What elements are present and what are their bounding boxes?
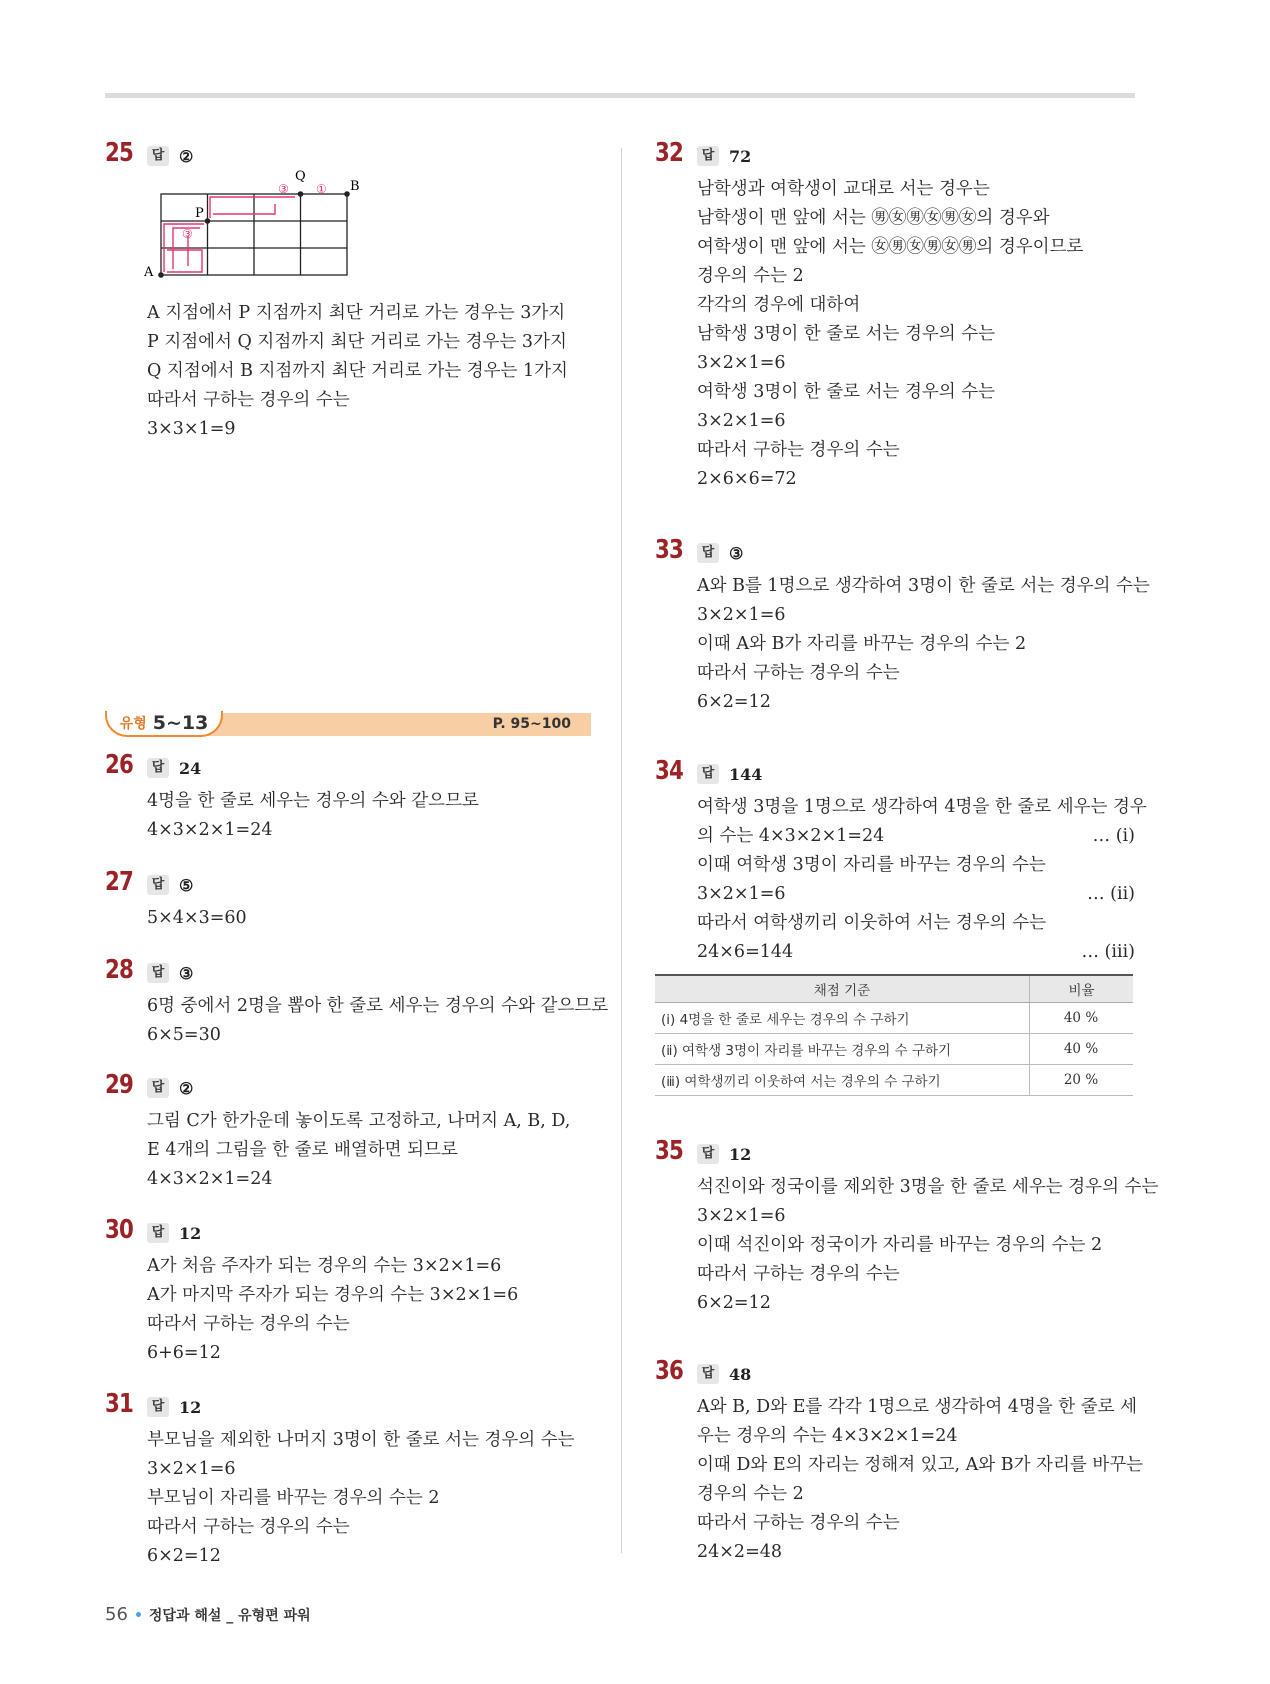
text: 24×6=144 [697, 942, 794, 962]
footer-title: 정답과 해설 _ 유형편 파워 [148, 1607, 311, 1624]
answer-tag: 답 [147, 1223, 169, 1243]
point-q-dot [298, 191, 304, 197]
answer-value: 72 [729, 146, 752, 166]
text-line: 3×2×1=6 [697, 605, 786, 625]
text-line: 남학생 3명이 한 줄로 서는 경우의 수는 [697, 324, 996, 344]
text-line: 경우의 수는 2 [697, 266, 804, 286]
text-line: 우는 경우의 수는 4×3×2×1=24 [697, 1426, 958, 1446]
text-line: 6명 중에서 2명을 뽑아 한 줄로 세우는 경우의 수와 같으므로 [147, 996, 609, 1016]
problem-body [147, 1252, 518, 1368]
answer [147, 1078, 193, 1098]
text-line: 석진이와 정국이를 제외한 3명을 한 줄로 세우는 경우의 수는 [697, 1177, 1159, 1197]
text-line: 부모님이 자리를 바꾸는 경우의 수는 2 [147, 1488, 440, 1508]
point-a-dot [158, 272, 164, 278]
page-footer [105, 1604, 311, 1625]
column-divider [621, 148, 622, 1553]
answer-value: ② [179, 146, 194, 166]
problem-number: 26 [105, 750, 134, 780]
answer-tag: 답 [147, 1078, 169, 1098]
problem-body [697, 793, 1147, 967]
text-line: 4×3×2×1=24 [147, 820, 273, 840]
answer-value: ③ [729, 543, 744, 563]
text-line: 이때 A와 B가 자리를 바꾸는 경우의 수는 2 [697, 634, 1027, 654]
answer [697, 764, 762, 784]
problem-number: 25 [105, 138, 134, 168]
text-line: E 4개의 그림을 한 줄로 배열하면 되므로 [147, 1140, 458, 1160]
answer [697, 1144, 751, 1164]
answer [147, 1397, 201, 1417]
criterion-cell: (ⅰ) 4명을 한 줄로 세우는 경우의 수 구하기 [655, 1003, 1030, 1034]
section-label: 유형 [119, 716, 147, 732]
ratio-cell: 40 % [1030, 1003, 1134, 1034]
section-pages: P. 95~100 [492, 716, 571, 732]
text-line: 따라서 구하는 경우의 수는 [697, 663, 900, 683]
text-line: 4×3×2×1=24 [147, 1169, 273, 1189]
point-p-dot [205, 218, 211, 224]
text-line: Q 지점에서 B 지점까지 최단 거리로 가는 경우는 1가지 [147, 361, 568, 381]
text: 의 수는 4×3×2×1=24 [697, 826, 885, 846]
label-p: P [195, 206, 204, 221]
text-line: 따라서 구하는 경우의 수는 [697, 1513, 900, 1533]
text-line: 남학생과 여학생이 교대로 서는 경우는 [697, 179, 990, 199]
text-line: 경우의 수는 2 [697, 1484, 804, 1504]
ratio-cell: 40 % [1030, 1034, 1134, 1065]
text-line [697, 822, 1135, 851]
answer-value: 144 [729, 764, 763, 784]
answer [697, 543, 743, 563]
problem-body [697, 175, 1083, 494]
answer-tag: 답 [147, 963, 169, 983]
problem-number: 28 [105, 955, 134, 985]
text-line [697, 880, 1135, 909]
answer [147, 1223, 201, 1243]
problem-number: 36 [655, 1356, 684, 1386]
problem-body [147, 992, 608, 1050]
problem-body [697, 1173, 1158, 1318]
text-line: 따라서 여학생끼리 이웃하여 서는 경우의 수는 [697, 913, 1047, 933]
text-line: 이때 석진이와 정국이가 자리를 바꾸는 경우의 수는 2 [697, 1235, 1103, 1255]
answer [147, 875, 193, 895]
text-line: 그림 C가 한가운데 놓이도록 고정하고, 나머지 A, B, D, [147, 1111, 571, 1131]
table-row [655, 1034, 1133, 1065]
label-step-3-top: ③ [278, 182, 289, 196]
text-line: 2×6×6=72 [697, 469, 797, 489]
text-line: 6+6=12 [147, 1343, 221, 1363]
problem-body [147, 1426, 575, 1571]
text-line: 3×3×1=9 [147, 419, 236, 439]
step-mark: … (ⅰ) [1092, 826, 1135, 846]
top-rule [105, 93, 1135, 98]
text-line [697, 938, 1135, 967]
text-line: 3×2×1=6 [697, 1206, 786, 1226]
answer-value: 12 [179, 1397, 202, 1417]
text-line: 따라서 구하는 경우의 수는 [147, 390, 350, 410]
problem-number: 29 [105, 1070, 134, 1100]
problem-number: 34 [655, 756, 684, 786]
scoring-table [655, 974, 1133, 1096]
label-b: B [350, 179, 360, 194]
problem-body [147, 1107, 570, 1194]
point-b-dot [344, 191, 350, 197]
answer-value: 12 [179, 1223, 202, 1243]
answer-value: ② [179, 1078, 194, 1098]
answer-value: ⑤ [179, 875, 194, 895]
problem-body [697, 572, 1150, 717]
problem-number: 33 [655, 535, 684, 565]
answer [147, 146, 193, 166]
criterion-cell: (ⅲ) 여학생끼리 이웃하여 서는 경우의 수 구하기 [655, 1065, 1030, 1096]
text-line: 4명을 한 줄로 세우는 경우의 수와 같으므로 [147, 791, 479, 811]
text-line: 이때 여학생 3명이 자리를 바꾸는 경우의 수는 [697, 855, 1046, 875]
answer-tag: 답 [147, 875, 169, 895]
text-line: 6×2=12 [147, 1546, 221, 1566]
answer-tag: 답 [697, 146, 719, 166]
answer [697, 146, 751, 166]
grid-diagram [140, 166, 360, 278]
problem-body [697, 1393, 1143, 1567]
answer-tag: 답 [147, 758, 169, 778]
text-line: 6×2=12 [697, 692, 771, 712]
answer-tag: 답 [697, 543, 719, 563]
text-line: 5×4×3=60 [147, 908, 247, 928]
text-line: 따라서 구하는 경우의 수는 [697, 1264, 900, 1284]
text-line: A 지점에서 P 지점까지 최단 거리로 가는 경우는 3가지 [147, 303, 566, 323]
problem-body [147, 904, 247, 933]
text-line: 3×2×1=6 [697, 411, 786, 431]
label-step-3-left: ③ [182, 227, 193, 241]
text-line: A가 마지막 주자가 되는 경우의 수는 3×2×1=6 [147, 1285, 519, 1305]
problem-number: 27 [105, 867, 134, 897]
answer-tag: 답 [147, 1397, 169, 1417]
text-line: 24×2=48 [697, 1542, 782, 1562]
table-row [655, 1065, 1133, 1096]
text-line: 따라서 구하는 경우의 수는 [697, 440, 900, 460]
text-line: 각각의 경우에 대하여 [697, 295, 861, 315]
step-mark: … (ⅱ) [1087, 884, 1135, 904]
problem-number: 31 [105, 1389, 134, 1419]
text-line: 여학생 3명이 한 줄로 서는 경우의 수는 [697, 382, 996, 402]
answer-value: ③ [179, 963, 194, 983]
problem-body [147, 787, 479, 845]
criterion-cell: (ⅱ) 여학생 3명이 자리를 바꾸는 경우의 수 구하기 [655, 1034, 1030, 1065]
text-line: 3×2×1=6 [147, 1459, 236, 1479]
label-q: Q [295, 169, 306, 184]
problem-number: 32 [655, 138, 684, 168]
text-line: 3×2×1=6 [697, 353, 786, 373]
page-number: 56 [105, 1604, 128, 1625]
answer-tag: 답 [697, 1364, 719, 1384]
answer-value: 12 [729, 1144, 752, 1164]
text-line: A가 처음 주자가 되는 경우의 수는 3×2×1=6 [147, 1256, 502, 1276]
header-criterion: 채점 기준 [655, 975, 1030, 1003]
label-a: A [144, 265, 154, 278]
text-line: A와 B를 1명으로 생각하여 3명이 한 줄로 서는 경우의 수는 [697, 576, 1150, 596]
text-line: 여학생 3명을 1명으로 생각하여 4명을 한 줄로 세우는 경우 [697, 797, 1147, 817]
text-line: 이때 D와 E의 자리는 정해져 있고, A와 B가 자리를 바꾸는 [697, 1455, 1144, 1475]
problem-number: 35 [655, 1136, 684, 1166]
table-row [655, 1003, 1133, 1034]
answer-value: 24 [179, 758, 202, 778]
text-line: 따라서 구하는 경우의 수는 [147, 1314, 350, 1334]
text-line: 남학생이 맨 앞에 서는 ㊚㊛㊚㊛㊚㊛의 경우와 [697, 208, 1050, 228]
text-line: 6×2=12 [697, 1293, 771, 1313]
text-line: 따라서 구하는 경우의 수는 [147, 1517, 350, 1537]
text-line: P 지점에서 Q 지점까지 최단 거리로 가는 경우는 3가지 [147, 332, 567, 352]
answer-tag: 답 [147, 146, 169, 166]
text: 3×2×1=6 [697, 884, 786, 904]
footer-dot-icon [136, 1612, 141, 1617]
header-ratio: 비율 [1030, 975, 1134, 1003]
section-range: 5~13 [152, 712, 209, 734]
section-banner [105, 711, 591, 737]
text-line: 6×5=30 [147, 1025, 221, 1045]
answer [147, 758, 201, 778]
step-mark: … (ⅲ) [1081, 942, 1135, 962]
answer [697, 1364, 751, 1384]
text-line: 여학생이 맨 앞에 서는 ㊛㊚㊛㊚㊛㊚의 경우이므로 [697, 237, 1084, 257]
text-line: A와 B, D와 E를 각각 1명으로 생각하여 4명을 한 줄로 세 [697, 1397, 1138, 1417]
answer-value: 48 [729, 1364, 752, 1384]
scoring-header-row [655, 975, 1133, 1003]
label-step-1: ① [316, 182, 327, 196]
problem-number: 30 [105, 1215, 134, 1245]
text-line: 부모님을 제외한 나머지 3명이 한 줄로 서는 경우의 수는 [147, 1430, 575, 1450]
answer-tag: 답 [697, 764, 719, 784]
answer [147, 963, 193, 983]
answer-tag: 답 [697, 1144, 719, 1164]
problem-25-body [147, 299, 568, 444]
ratio-cell: 20 % [1030, 1065, 1134, 1096]
